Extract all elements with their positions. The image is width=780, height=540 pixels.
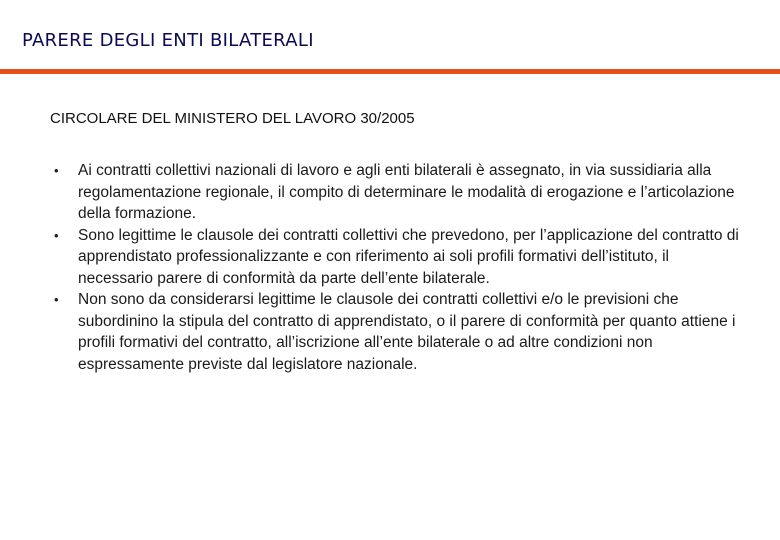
section-subtitle: CIRCOLARE DEL MINISTERO DEL LAVORO 30/2005 bbox=[50, 110, 415, 127]
bullet-icon: • bbox=[54, 163, 59, 178]
bullet-icon: • bbox=[54, 227, 59, 243]
header-divider bbox=[0, 69, 780, 74]
bullet-icon: • bbox=[54, 292, 59, 307]
bullet-item bbox=[50, 160, 740, 225]
bullet-list bbox=[50, 160, 740, 375]
bullet-text: Non sono da considerarsi legittime le clausole dei contratti collettivi e/o le previsioni che subordinino la stipula del contratto di apprendistato, o il parere di conformità per quanto attiene i profili formativi del contratto, all’iscrizione all’ente bilaterale o ad altre condizioni non espressamente previste dal legislatore nazionale. bbox=[78, 291, 736, 373]
bullet-text: Sono legittime le clausole dei contratti collettivi che prevedono, per l’applicazione del contratto di apprendistato professionalizzante e con riferimento ai soli profili formativi dell’istituto, il necessario parere di conformità da parte dell’ente bilaterale. bbox=[78, 226, 739, 287]
bullet-text: Ai contratti collettivi nazionali di lavoro e agli enti bilaterali è assegnato, in via sussidiaria alla regolamentazione regionale, il compito di determinare le modalità di erogazione e l’articolazione della formazione. bbox=[78, 162, 735, 222]
bullet-item bbox=[50, 289, 740, 375]
bullet-item bbox=[50, 225, 740, 290]
page-title: PARERE DEGLI ENTI BILATERALI bbox=[22, 30, 314, 51]
